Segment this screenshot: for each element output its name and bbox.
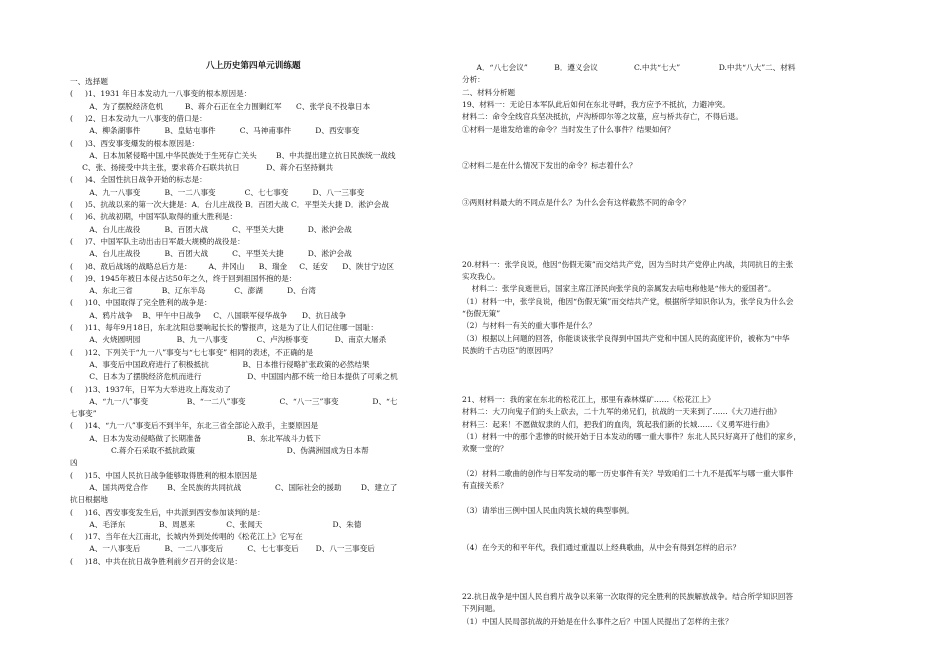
text-line: A、柳条湖事件 B、皇姑屯事件 C、马神甫事件 D、西安事变 — [70, 126, 360, 136]
text-line: ( )17、当年在大江南北，长城内外到处传唱的《松花江上》它写在 — [70, 532, 303, 542]
text-line: A、日本加紧侵略中国,中华民族处于生死存亡关头 B、中共提出建立抗日民族统一战线 — [70, 150, 396, 160]
text-line: A、台儿庄战役 B、百团大战 C、平型关大捷 D、淞沪会战 — [70, 224, 352, 234]
text-line: （3）请举出三例中国人民血肉筑长城的典型事例。 — [462, 505, 634, 515]
text-line: A、九一八事变 B、一二八事变 C、七七事变 D、八一三事变 — [70, 187, 365, 197]
text-line: A、一八事变后 B、一二八事变后 C、七七事变后 D、八一三事变后 — [70, 544, 375, 554]
text-line: 实攻我心。 — [462, 272, 500, 282]
page-title: 八上历史第四单元训练题 — [206, 61, 301, 71]
text-line: C、张、扬接受中共主张，要求蒋介石联共抗日 D、蒋介石坚持剿共 — [70, 163, 334, 173]
text-line: A、台儿庄战役 B、百团大战 C、平型关大捷 D、淞沪会战 — [70, 249, 352, 259]
text-line: 材料三：起来！不愿做奴隶的人们，把我们的血肉，筑起我们新的长城……《义勇军进行曲》 — [462, 419, 774, 429]
text-line: （1）材料一中，张学良说，他因“伤假无策”而交结共产党，根据所学知识你认为，张学良为什么会 — [462, 296, 794, 306]
text-line: 欢聚一堂的？ — [462, 444, 508, 454]
text-line: C.蒋介石采取不抵抗政策 D、伪满洲国成为日本帮 — [70, 446, 369, 455]
text-line: 分析： — [462, 75, 485, 85]
text-line: ( )10、中国取得了完全胜利的战争是： — [70, 298, 212, 308]
text-line: A、鸦片战争 B、甲午中日战争 C、八国联军侵华战争 D、抗日战争 — [70, 310, 346, 320]
text-line: 下列问题。 — [462, 604, 500, 614]
text-line: （2）材料二歌曲的创作与日军发动的哪一历史事件有关？导致咱们二十九不是孤军与哪一重大事件 — [462, 468, 794, 478]
text-line: ③两则材料最大的不同点是什么？为什么会有这样截然不同的命令？ — [462, 198, 690, 208]
text-line: ( )4、全国性抗日战争开始的标志是： — [70, 175, 207, 185]
text-line: 二、材料分析题 — [462, 87, 516, 97]
text-line: A、日本为发动侵略做了长期准备 B、东北军战斗力低下 — [70, 433, 321, 443]
text-line: ( )12、下列关于“九一八”事变与“七七事变” 相同的表述，不正确的是 — [70, 347, 314, 357]
text-line: A、国共两党合作 B、全民族的共同抗战 C、国际社会的援助 D、建立了 — [70, 482, 398, 492]
text-line: ( )5、抗战以来的第一次大捷是：A．台儿庄战役 B．百团大战 C．平型关大捷 D．淞沪会战 — [70, 200, 389, 209]
text-line: （1）中国人民局部抗战的开始是在什么事件之后？中国人民提出了怎样的主张？ — [462, 616, 733, 626]
text-line: 抗日根据地 — [70, 495, 108, 505]
text-line: （4）在今天的和平年代，我们通过重温以上经典歌曲，从中会有得到怎样的启示？ — [462, 542, 741, 552]
text-line: A、为了摆脱经济危机 B、蒋介石正在全力围剿红军 C、张学良不投靠日本 — [70, 101, 371, 111]
text-line: ②材料二是在什么情况下发出的命令？标志着什么？ — [462, 161, 637, 171]
text-line: ( )1、1931 年日本发动九一八事变的根本原因是： — [70, 89, 252, 99]
text-line: ( )3、西安事变爆发的根本原因是： — [70, 138, 200, 148]
text-line: A、事变后中国政府进行了积极抵抗 B、日本推行侵略扩张政策的必然结果 — [70, 359, 370, 369]
text-line: 21、材料一：我的家在东北的松花江上，那里有森林煤矿……《松花江上》 — [462, 395, 715, 405]
text-line: 材料二：大刀向鬼子们的头上砍去，二十九军的弟兄们，抗战的一天来到了……《大刀进行曲》 — [462, 407, 781, 417]
text-line: A、“九一八”事变 B、“一二八”事变 C、“八一三”事变 D、“七 — [70, 396, 398, 406]
text-line: A、火烧圆明园 B、九一八事变 C、卢沟桥事变 D、南京大屠杀 — [70, 335, 387, 345]
text-line: 材料二：命令全线官兵坚决抵抗，卢沟桥即尔等之坟墓，应与桥共存亡，不得后退。 — [462, 112, 743, 122]
text-line: ( )8、敌后战场的战略总后方是： A、井冈山 B、瑞金 C、延安 D、陕甘宁边区 — [70, 261, 394, 271]
text-line: ( )16、西安事变发生后，中共派到西安参加谈判的是： — [70, 507, 265, 517]
text-line: A．“八七会议” B．遵义会议 C.中共“七大” D.中共“八大”二、材料 — [462, 63, 796, 72]
text-line: ( )18、中共在抗日战争胜利前夕召开的会议是： — [70, 556, 242, 566]
text-line: 有直接关系？ — [462, 481, 508, 491]
text-line: C、日本为了摆脱经济危机而进行 D、中国国内都不统一给日本提供了可乘之机 — [70, 372, 398, 382]
text-line: （1）材料一中的那个悲惨的时候开始于日本发动的哪一重大事件？东北人民只好离开了他们的家乡， — [462, 432, 801, 441]
text-line: （3）根据以上问题的回答，你能谈谈张学良得到中国共产党和中国人民的高度评价，被称为“中华 — [462, 333, 790, 343]
text-line: 20.材料一：张学良说，他因“伤假无策”而交结共产党，因为当时共产党停止内战，共同抗日的主张 — [462, 259, 794, 269]
text-line: 民族的千古功臣”的原因吗？ — [462, 345, 558, 355]
text-line: ( )2、日本发动九一八事变的借口是： — [70, 113, 207, 123]
text-line: 19、材料一：无论日本军队此后如何在东北寻衅，我方应予不抵抗，力避冲突。 — [462, 99, 730, 109]
text-line: ( )15、中国人民抗日战争能够取得胜利的根本原因是 — [70, 470, 258, 480]
text-line: 一、选择题 — [70, 77, 108, 86]
text-line: A、东北三省 B、辽东半岛 C、澎湖 D、台湾 — [70, 286, 316, 296]
text-line: ( )11、每年9月18日，东北沈阳总要响起长长的警报声，这是为了让人们记住哪一国耻： — [70, 323, 378, 332]
text-line: ( )7、中国军队主动出击日军最大规模的战役是： — [70, 236, 245, 246]
text-line: 材料二：张学良逝世后，国家主席江泽民向张学良的亲属发去唁电称他是“伟大的爱国者”。 — [462, 284, 776, 294]
text-line: ①材料一是谁发给谁的命令？当时发生了什么事件？结果如何？ — [462, 124, 675, 134]
text-line: ( )9、1945年被日本侵占达50年之久，终于回到祖国怀抱的是： — [70, 273, 297, 283]
text-line: “伤假无策” — [462, 309, 501, 318]
text-line: ( )14、“九一八”事变后不到半年，东北三省全部论入敌手，主要原因是 — [70, 421, 319, 431]
text-line: 七事变” — [70, 409, 97, 419]
text-line: ( )6、抗战初期，中国军队取得的重大胜利是： — [70, 212, 238, 222]
text-line: （2）与材料一有关的重大事件是什么？ — [462, 321, 596, 331]
text-line: ( )13、1937年，日军为大举进攻上海发动了 — [70, 384, 231, 394]
text-line: A、毛泽东 B、周恩来 C、张闻天 D、朱德 — [70, 519, 362, 529]
text-line: 22.抗日战争是中国人民自鸦片战争以来第一次取得的完全胜利的民族解放战争。结合所学知识回答 — [462, 591, 794, 601]
text-line: 凶 — [70, 458, 78, 468]
